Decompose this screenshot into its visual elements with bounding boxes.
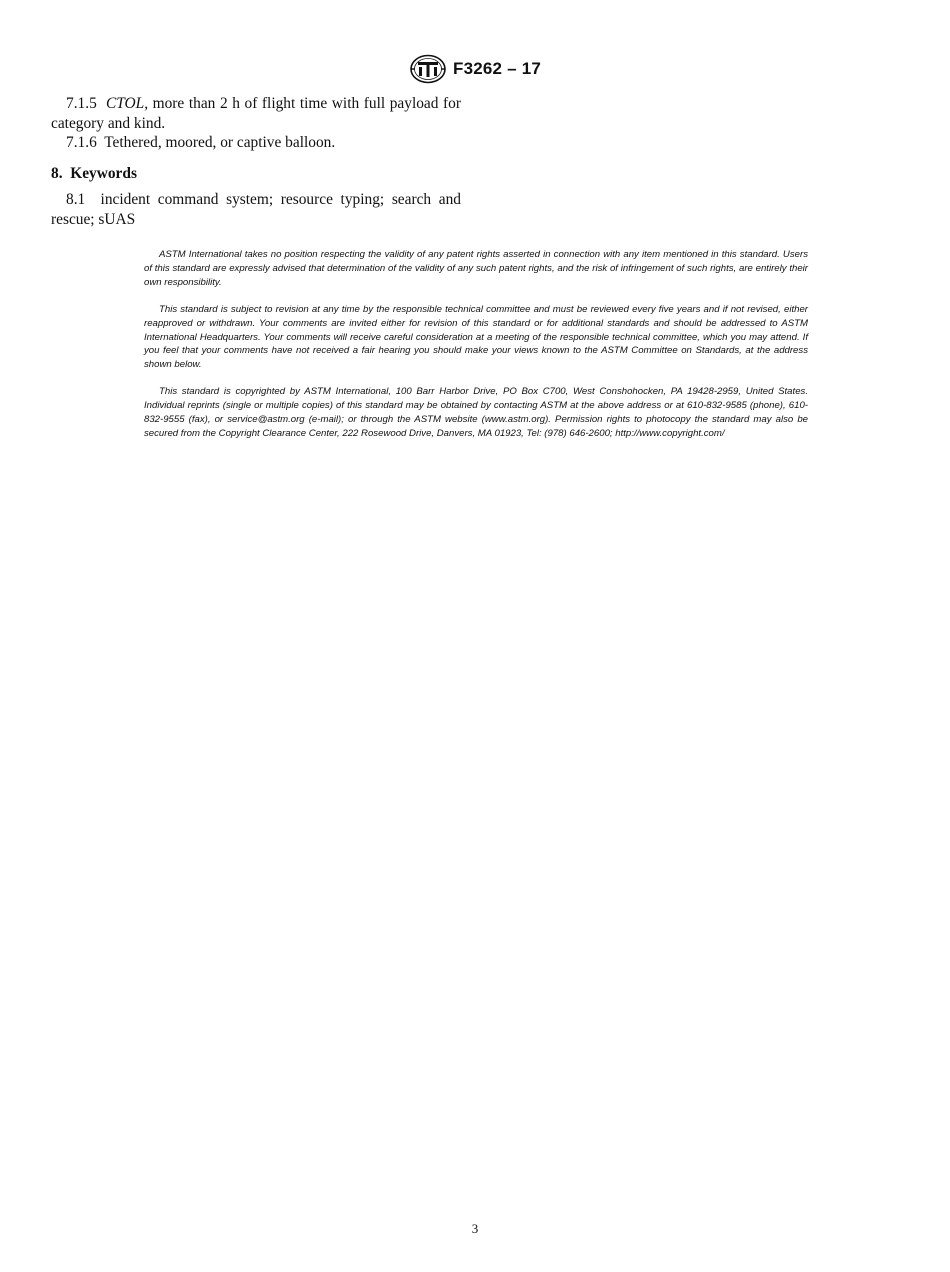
section-number: 8. xyxy=(51,164,63,182)
paragraph-8-1 xyxy=(51,190,461,229)
paragraph-7-1-5 xyxy=(51,94,461,133)
paragraph-7-1-6 xyxy=(51,133,461,153)
revision-notice: This standard is subject to revision at any time by the responsible technical committee and must be reviewed every five years and if not revised, either reapproved or withdrawn. Your comments are invited either for revision of this standard or for additional standards and should be addressed to ASTM International Headquarters. Your comments will receive careful consideration at a meeting of the responsible technical committee, which you may attend. If you feel that your comments have not received a fair hearing you should make your views known to the ASTM Committee on Standards, at the address shown below. xyxy=(144,303,808,371)
section-title: Keywords xyxy=(70,164,137,182)
paragraph-text: Tethered, moored, or captive balloon. xyxy=(104,134,336,151)
patent-notice: ASTM International takes no position respecting the validity of any patent rights asserted in connection with any item mentioned in this standard. Users of this standard are expressly advised that determination of the validity of any such patent rights, and the risk of infringement of such rights, are entirely their own responsibility. xyxy=(144,249,808,288)
astm-notices xyxy=(144,248,808,454)
standard-designation: F3262 – 17 xyxy=(452,59,541,78)
section-heading-keywords xyxy=(51,164,461,184)
paragraph-text: incident command system; resource typing; search and rescue; sUAS xyxy=(51,191,461,228)
term-ctol: CTOL, xyxy=(105,95,149,112)
copyright-notice: This standard is copyrighted by ASTM International, 100 Barr Harbor Drive, PO Box C700, West Conshohocken, PA 19428-2959, United States. Individual reprints (single or multiple copies) of this standard may be obtained by contacting ASTM at the above address or at 610-832-9585 (phone), 610-832-9555 (fax), or service@astm.org (e-mail); or through the ASTM website (www.astm.org). Permission rights to photocopy the standard may also be secured from the Copyright Clearance Center, 222 Rosewood Drive, Danvers, MA 01923, Tel: (978) 646-2600; http://www.copyright.com/ xyxy=(144,386,808,439)
paragraph-number: 8.1 xyxy=(66,191,86,208)
paragraph-text: more than 2 h of flight time with full payload for category and kind. xyxy=(51,95,461,132)
page-header xyxy=(0,52,950,86)
astm-logo-icon xyxy=(409,54,447,84)
paragraph-number: 7.1.5 xyxy=(66,95,97,112)
paragraph-number: 7.1.6 xyxy=(66,134,97,151)
header-group xyxy=(409,54,541,84)
page-number: 3 xyxy=(471,1221,479,1236)
body-column xyxy=(51,94,461,229)
